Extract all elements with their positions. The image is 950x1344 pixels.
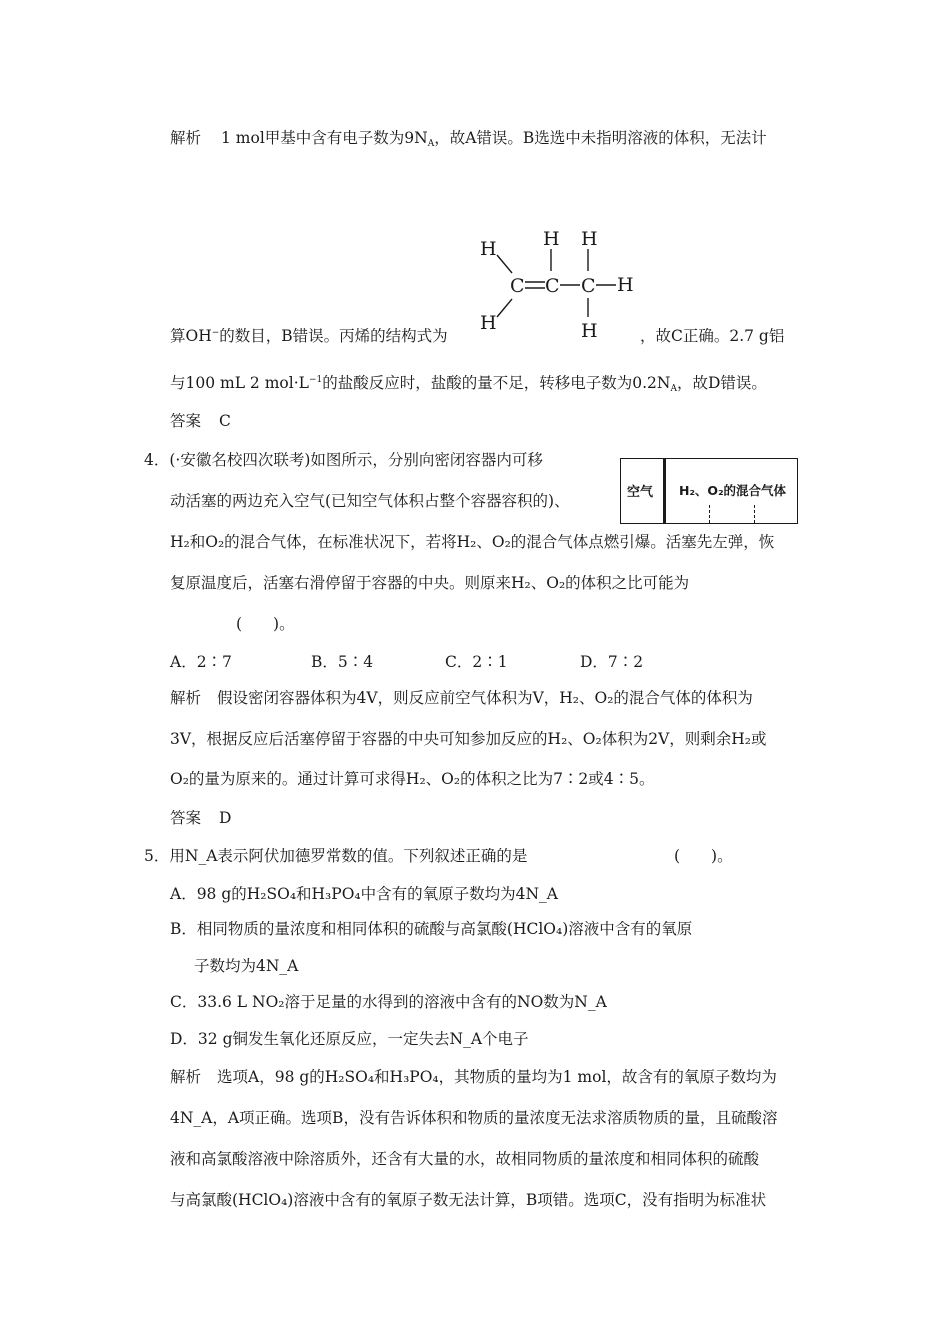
q4-explanation-line-2: 3V，根据反应后活塞停留于容器的中央可知参加反应的H₂、O₂体积为2V，则剩余H₂或: [170, 730, 767, 748]
q4-line-3: H₂和O₂的混合气体，在标准状况下，若将H₂、O₂的混合气体点燃引爆。活塞先左弹，恢: [170, 533, 775, 551]
q5-stem: 5．用N_A表示阿伏加德罗常数的值。下列叙述正确的是: [144, 847, 528, 865]
q4-line-1: 4．(·安徽名校四次联考)如图所示，分别向密闭容器内可移: [144, 451, 543, 469]
q5-explanation-line-2: 4N_A，A项正确。选项B，没有告诉体积和物质的量浓度无法求溶质物质的量，且硫酸溶: [170, 1109, 778, 1127]
atom-c: C: [545, 275, 560, 297]
explanation-label: 解析: [170, 129, 202, 147]
q5-explanation-line-1: 解析 选项A，98 g的H₂SO₄和H₃PO₄，其物质的量均为1 mol，故含有的氧原子数均为: [170, 1068, 777, 1086]
prev-explanation-line-1: 解析 1 mol甲基中含有电子数为$9N_A$，故A错误。B选选中未指明溶液的体积，无法计: [170, 129, 767, 149]
q4-explanation-line-3: O₂的量为原来的。通过计算可求得H₂、O₂的体积之比为7∶2或4∶5。: [170, 770, 655, 788]
prev-explanation-line-3: 与100 mL 2 $mol\cdot L^{-1}$的盐酸反应时，盐酸的量不足，转移电子数为$0.2N_A$，故D错误。: [170, 374, 767, 394]
dashed-mark: [754, 505, 755, 523]
answer-label: 答案: [170, 809, 202, 827]
answer-label: 答案: [170, 412, 202, 430]
q5-explanation-line-3: 液和高氯酸溶液中除溶质外，还含有大量的水，故相同物质的量浓度和相同体积的硫酸: [170, 1150, 760, 1168]
sealed-container-figure: [620, 458, 798, 524]
q5-explanation-line-4: 与高氯酸(HClO₄)溶液中含有的氧原子数无法计算，B项错。选项C，没有指明为标准状: [170, 1191, 767, 1209]
prev-explanation-line-2-end: ，故C正确。2.7 g铝: [640, 327, 785, 345]
question-number: 4．: [144, 451, 170, 469]
q4-option-d: D．7∶2: [580, 653, 644, 671]
explanation-label: 解析: [170, 689, 202, 707]
atom-h: H: [581, 320, 598, 340]
q5-option-d: D．32 g铜发生氧化还原反应，一定失去N_A个电子: [170, 1030, 529, 1048]
atom-h: H: [543, 228, 560, 250]
atom-h: H: [617, 274, 634, 296]
atom-h: H: [581, 228, 598, 250]
q4-line-2: 动活塞的两边充入空气(已知空气体积占整个容器容积的)、: [170, 492, 570, 510]
bond: [497, 299, 512, 317]
movable-piston: [663, 459, 666, 523]
q5-option-a: A．98 g的H₂SO₄和H₃PO₄中含有的氧原子数均为4N_A: [170, 885, 558, 903]
prev-explanation-line-2: 算OH−的数目，B错误。丙烯的结构式为: [170, 327, 448, 345]
atom-c: C: [581, 275, 596, 297]
gas-mixture-label: H₂、O₂的混合气体: [679, 483, 787, 498]
q5-option-b-line-1: B．相同物质的量浓度和相同体积的硫酸与高氯酸(HClO₄)溶液中含有的氧原: [170, 920, 693, 938]
q4-answer: [170, 807, 231, 829]
q4-answer-paren: ( )。: [236, 615, 295, 633]
answer-value: C: [219, 412, 231, 430]
explanation-label: 解析: [170, 1068, 202, 1086]
q4-option-a: A．2∶7: [170, 653, 232, 671]
air-label: 空气: [627, 485, 654, 500]
q5-answer-paren: ( )。: [674, 847, 733, 865]
q4-line-4: 复原温度后，活塞右滑停留于容器的中央。则原来H₂、O₂的体积之比可能为: [170, 574, 690, 592]
q5-option-b-line-2: 子数均为4N_A: [194, 957, 299, 975]
atom-h: H: [480, 312, 497, 334]
propene-structural-formula: [470, 205, 640, 340]
dashed-mark: [709, 505, 710, 523]
q4-option-b: B．5∶4: [311, 653, 374, 671]
atom-h: H: [480, 238, 497, 260]
answer-value: D: [219, 809, 232, 827]
bond: [497, 255, 512, 273]
q5-option-c: C．33.6 L NO₂溶于足量的水得到的溶液中含有的NO数为N_A: [170, 993, 607, 1011]
prev-answer: [170, 410, 231, 432]
question-number: 5．: [144, 847, 170, 865]
atom-c: C: [510, 275, 525, 297]
q4-option-c: C．2∶1: [445, 653, 508, 671]
q4-explanation-line-1: 解析 假设密闭容器体积为4V，则反应前空气体积为V，H₂、O₂的混合气体的体积为: [170, 689, 753, 707]
